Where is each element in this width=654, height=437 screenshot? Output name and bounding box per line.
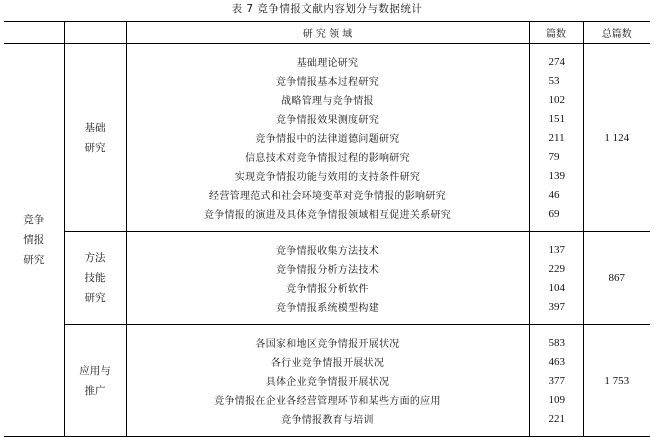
- group-total: 867: [583, 232, 650, 325]
- research-topic: 竞争情报收集方法技术: [126, 240, 529, 259]
- research-topic: 各行业竞争情报开展状况: [126, 352, 529, 371]
- research-topic: 竞争情报基本过程研究: [126, 71, 529, 90]
- research-topic: 经营管理范式和社会环境变革对竞争情报的影响研究: [126, 185, 529, 204]
- group-total: 1 124: [583, 44, 650, 232]
- subcategory-label-line: 研究: [84, 141, 106, 154]
- subcategory-label-line: 研究: [84, 292, 106, 304]
- research-topic: 竞争情报效果测度研究: [126, 109, 529, 128]
- article-count: 79: [529, 147, 583, 166]
- header-blank-2: [64, 22, 126, 44]
- article-count: 46: [529, 185, 583, 204]
- group-top-spacer: [4, 325, 650, 334]
- content-statistics-table: [4, 21, 650, 437]
- subcategory-label-line: 技能: [84, 272, 106, 284]
- article-count: 104: [529, 278, 583, 297]
- research-topic: 基础理论研究: [126, 52, 529, 71]
- research-topic: 实现竞争情报功能与效用的支持条件研究: [126, 166, 529, 185]
- research-topic: 竞争情报中的法律道德问题研究: [126, 128, 529, 147]
- group-top-spacer: [4, 44, 650, 53]
- article-count: 274: [529, 52, 583, 71]
- article-count: 69: [529, 204, 583, 223]
- research-topic: 竞争情报的演进及具体竞争情报领域相互促进关系研究: [126, 204, 529, 223]
- header-research-field: 研 究 领 域: [126, 22, 529, 44]
- research-topic: 信息技术对竞争情报过程的影响研究: [126, 147, 529, 166]
- research-topic: 竞争情报系统模型构建: [126, 297, 529, 316]
- subcategory-cell: [64, 44, 126, 232]
- article-count: 139: [529, 166, 583, 185]
- subcategory-label-line: 方法: [84, 252, 106, 264]
- article-count: 377: [529, 371, 583, 390]
- header-total: 总篇数: [583, 22, 650, 44]
- research-topic: 竞争情报在企业各经营管理环节和某些方面的应用: [126, 390, 529, 409]
- header-blank-1: [4, 22, 64, 44]
- category-label-line: 研究: [23, 254, 45, 266]
- research-topic: 竞争情报教育与培训: [126, 409, 529, 428]
- group-top-spacer: [4, 232, 650, 241]
- subcategory-label-line: 推广: [84, 384, 106, 397]
- article-count: 109: [529, 390, 583, 409]
- article-count: 102: [529, 90, 583, 109]
- header-row: [4, 22, 650, 44]
- article-count: 211: [529, 128, 583, 147]
- header-count: 篇数: [529, 22, 583, 44]
- category-label-line: 竞争: [23, 214, 45, 226]
- article-count: 397: [529, 297, 583, 316]
- article-count: 53: [529, 71, 583, 90]
- article-count: 137: [529, 240, 583, 259]
- subcategory-cell: [64, 232, 126, 325]
- table-caption: 表 7 竞争情报文献内容划分与数据统计: [231, 3, 423, 15]
- category-label-line: 情报: [23, 234, 45, 246]
- article-count: 221: [529, 409, 583, 428]
- article-count: 463: [529, 352, 583, 371]
- subcategory-label-line: 应用与: [79, 364, 111, 377]
- research-topic: 战略管理与竞争情报: [126, 90, 529, 109]
- subcategory-cell: [64, 325, 126, 437]
- group-total: 1 753: [583, 325, 650, 437]
- research-topic: 具体企业竞争情报开展状况: [126, 371, 529, 390]
- article-count: 151: [529, 109, 583, 128]
- research-topic: 各国家和地区竞争情报开展状况: [126, 333, 529, 352]
- research-topic: 竞争情报分析软件: [126, 278, 529, 297]
- article-count: 229: [529, 259, 583, 278]
- category-cell: [4, 44, 64, 437]
- article-count: 583: [529, 333, 583, 352]
- research-topic: 竞争情报分析方法技术: [126, 259, 529, 278]
- subcategory-label-line: 基础: [84, 121, 106, 134]
